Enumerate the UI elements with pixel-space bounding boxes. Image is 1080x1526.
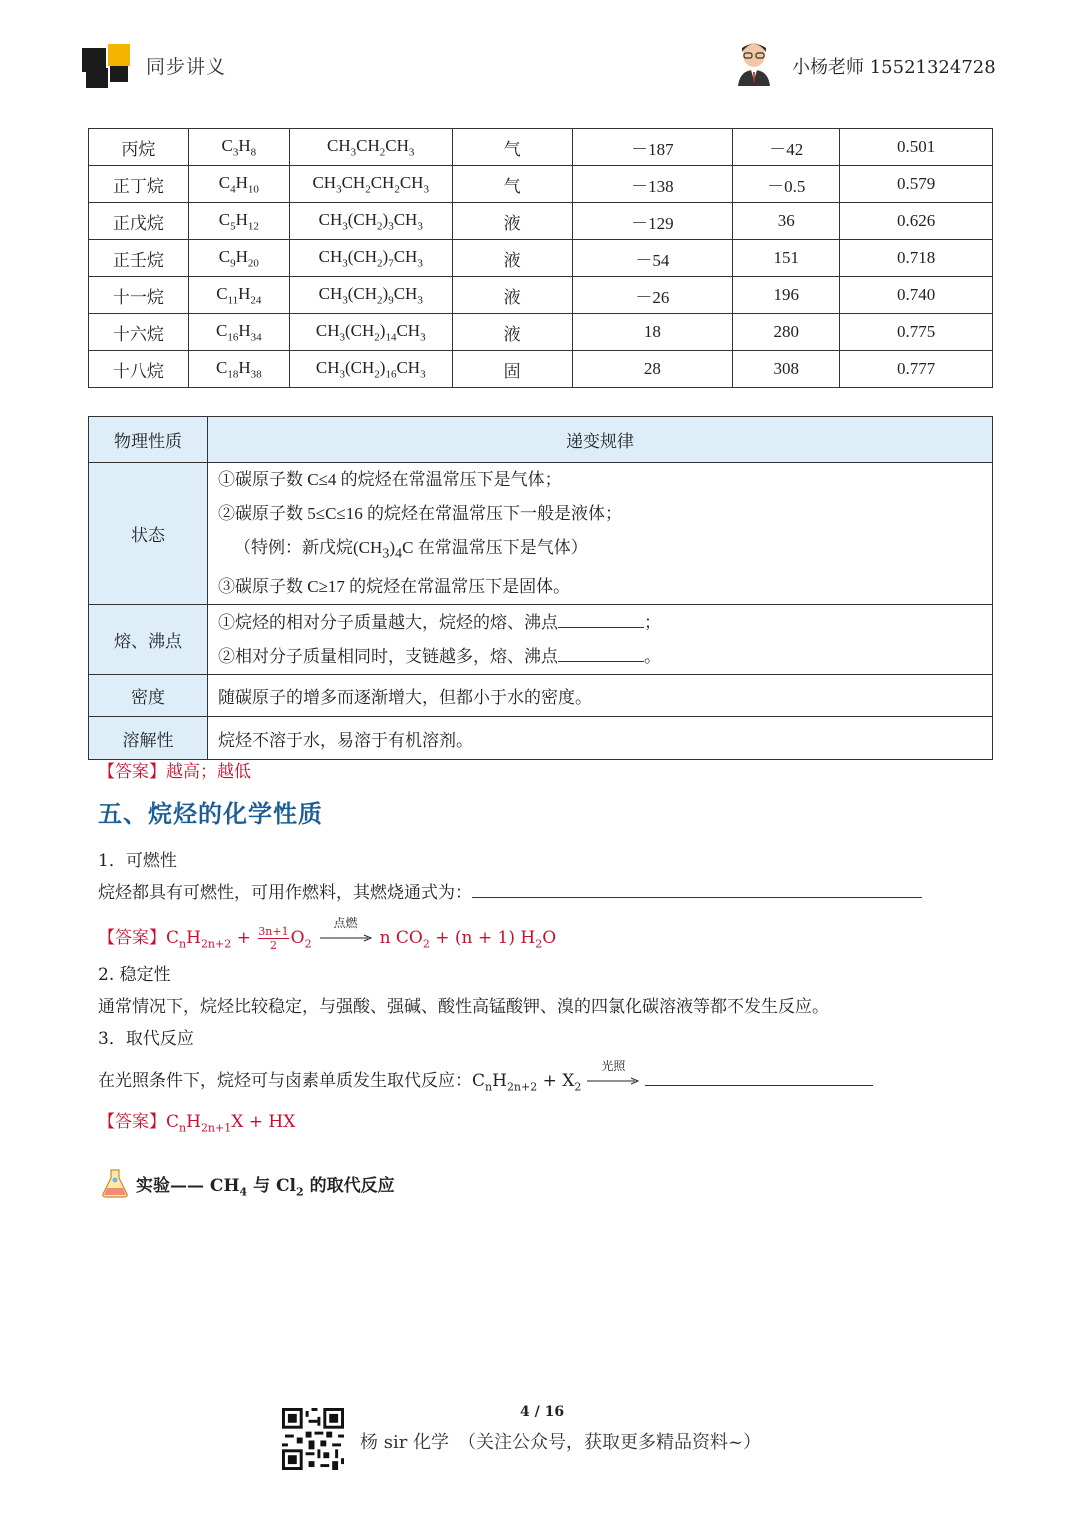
cell-density: 0.579 <box>840 166 993 203</box>
cell-struct: $CH_3(CH_2)_{14}CH_3$ <box>289 314 452 351</box>
footer-text: 杨 sir 化学 （关注公众号，获取更多精品资料~） <box>360 1432 762 1453</box>
header-contact: 小杨老师 15521324728 <box>792 57 996 78</box>
item3-text: 在光照条件下，烷烃可与卤素单质发生取代反应：$C_nH_{2n+2} + X_2$ 光照 <box>98 1066 873 1093</box>
cell-bp: 36 <box>733 203 840 240</box>
table-row <box>89 203 993 240</box>
cell-struct: $CH_3(CH_2)_3CH_3$ <box>289 203 452 240</box>
cell-mp: －138 <box>572 166 733 203</box>
cell-struct: $CH_3CH_2CH_2CH_3$ <box>289 166 452 203</box>
item3-title: 3．取代反应 <box>98 1029 194 1049</box>
fill-blank-2[interactable] <box>558 661 644 662</box>
cell-struct: $CH_3CH_2CH_3$ <box>289 129 452 166</box>
cell-formula: $C_{11}H_{24}$ <box>188 277 289 314</box>
cell-formula: $C_9H_{20}$ <box>188 240 289 277</box>
cell-name: 十六烷 <box>89 314 189 351</box>
cell-struct: $CH_3(CH_2)_{16}CH_3$ <box>289 351 452 388</box>
fill-blank-1[interactable] <box>558 627 644 628</box>
boiling-cell <box>208 605 993 675</box>
header-title: 同步讲义 <box>146 56 227 78</box>
state-line-2: ②碳原子数 5≤C≤16 的烷烃在常温常压下一般是液体； <box>218 504 622 523</box>
cell-bp: 196 <box>733 277 840 314</box>
item1-text: 烷烃都具有可燃性，可用作燃料，其燃烧通式为： <box>98 878 922 903</box>
cell-bp: －42 <box>733 129 840 166</box>
col-header-property: 物理性质 <box>89 417 208 463</box>
qr-code-icon <box>282 1408 344 1470</box>
table-row <box>89 277 993 314</box>
boiling-label: 熔、沸点 <box>89 605 208 675</box>
answer-3: 【答案】$C_nH_{2n+1}X$ + HX <box>98 1112 296 1135</box>
teacher-avatar-icon <box>734 40 774 86</box>
logo-icon <box>80 42 136 90</box>
cell-name: 丙烷 <box>89 129 189 166</box>
cell-density: 0.775 <box>840 314 993 351</box>
fill-blank-3[interactable] <box>472 897 922 898</box>
cell-mp: －54 <box>572 240 733 277</box>
cell-mp: －187 <box>572 129 733 166</box>
boiling-line-1: ①烷烃的相对分子质量越大，烷烃的熔、沸点 ； <box>218 612 661 632</box>
density-text: 随碳原子的增多而逐渐增大，但都小于水的密度。 <box>208 675 993 717</box>
state-label: 状态 <box>89 463 208 605</box>
solubility-label: 溶解性 <box>89 717 208 760</box>
cell-state: 液 <box>452 277 572 314</box>
state-line-3: （特例：新戊烷$(CH_3)_4C$ 在常温常压下是气体） <box>234 538 588 562</box>
cell-density: 0.777 <box>840 351 993 388</box>
cell-name: 十八烷 <box>89 351 189 388</box>
page-number: 4 / 16 <box>520 1404 565 1420</box>
boiling-line-2: ②相对分子质量相同时，支链越多，熔、沸点 。 <box>218 646 661 666</box>
cell-bp: 308 <box>733 351 840 388</box>
cell-formula: $C_{16}H_{34}$ <box>188 314 289 351</box>
experiment-title: 实验—— $CH_4$ 与 $Cl_2$ 的取代反应 <box>136 1176 395 1199</box>
table-row <box>89 129 993 166</box>
state-line-4: ③碳原子数 C≥17 的烷烃在常温常压下是固体。 <box>218 577 571 597</box>
cell-mp: 18 <box>572 314 733 351</box>
cell-bp: 280 <box>733 314 840 351</box>
cell-state: 液 <box>452 314 572 351</box>
cell-name: 正戊烷 <box>89 203 189 240</box>
answer-1: 【答案】越高；越低 <box>98 762 251 782</box>
cell-name: 正丁烷 <box>89 166 189 203</box>
cell-density: 0.501 <box>840 129 993 166</box>
section-title: 五、烷烃的化学性质 <box>98 800 323 828</box>
cell-bp: －0.5 <box>733 166 840 203</box>
cell-density: 0.718 <box>840 240 993 277</box>
table-row <box>89 240 993 277</box>
property-table <box>88 416 993 760</box>
cell-name: 十一烷 <box>89 277 189 314</box>
state-cell <box>208 463 993 605</box>
cell-formula: $C_5H_{12}$ <box>188 203 289 240</box>
cell-density: 0.626 <box>840 203 993 240</box>
table-row <box>89 166 993 203</box>
cell-mp: －26 <box>572 277 733 314</box>
cell-state: 气 <box>452 166 572 203</box>
cell-state: 液 <box>452 240 572 277</box>
solubility-text: 烷烃不溶于水，易溶于有机溶剂。 <box>208 717 993 760</box>
state-line-1: ①碳原子数 C≤4 的烷烃在常温常压下是气体； <box>218 470 562 489</box>
arrow-icon <box>320 933 372 943</box>
answer-2: 【答案】$C_nH_{2n+2}$ + $\frac{3n+1}{2}$ $O_2$ 点燃 n $CO_2 + (n + 1)$ $H_2O$ <box>98 916 557 952</box>
alkane-table <box>88 128 993 388</box>
cell-name: 正壬烷 <box>89 240 189 277</box>
experiment-icon <box>102 1168 128 1198</box>
cell-mp: －129 <box>572 203 733 240</box>
table-row <box>89 351 993 388</box>
cell-formula: $C_4H_{10}$ <box>188 166 289 203</box>
cell-state: 气 <box>452 129 572 166</box>
item1-title: 1．可燃性 <box>98 851 177 871</box>
table-row <box>89 314 993 351</box>
cell-state: 固 <box>452 351 572 388</box>
item2-text: 通常情况下，烷烃比较稳定，与强酸、强碱、酸性高锰酸钾、溴的四氯化碳溶液等都不发生反应。 <box>98 997 829 1017</box>
item2-title: 2. 稳定性 <box>98 965 171 985</box>
cell-mp: 28 <box>572 351 733 388</box>
cell-state: 液 <box>452 203 572 240</box>
density-label: 密度 <box>89 675 208 717</box>
cell-bp: 151 <box>733 240 840 277</box>
col-header-trend: 递变规律 <box>208 417 993 463</box>
cell-struct: $CH_3(CH_2)_9CH_3$ <box>289 277 452 314</box>
arrow-icon <box>587 1076 639 1086</box>
cell-struct: $CH_3(CH_2)_7CH_3$ <box>289 240 452 277</box>
cell-formula: $C_{18}H_{38}$ <box>188 351 289 388</box>
cell-density: 0.740 <box>840 277 993 314</box>
cell-formula: $C_3H_8$ <box>188 129 289 166</box>
fill-blank-4[interactable] <box>645 1085 873 1086</box>
